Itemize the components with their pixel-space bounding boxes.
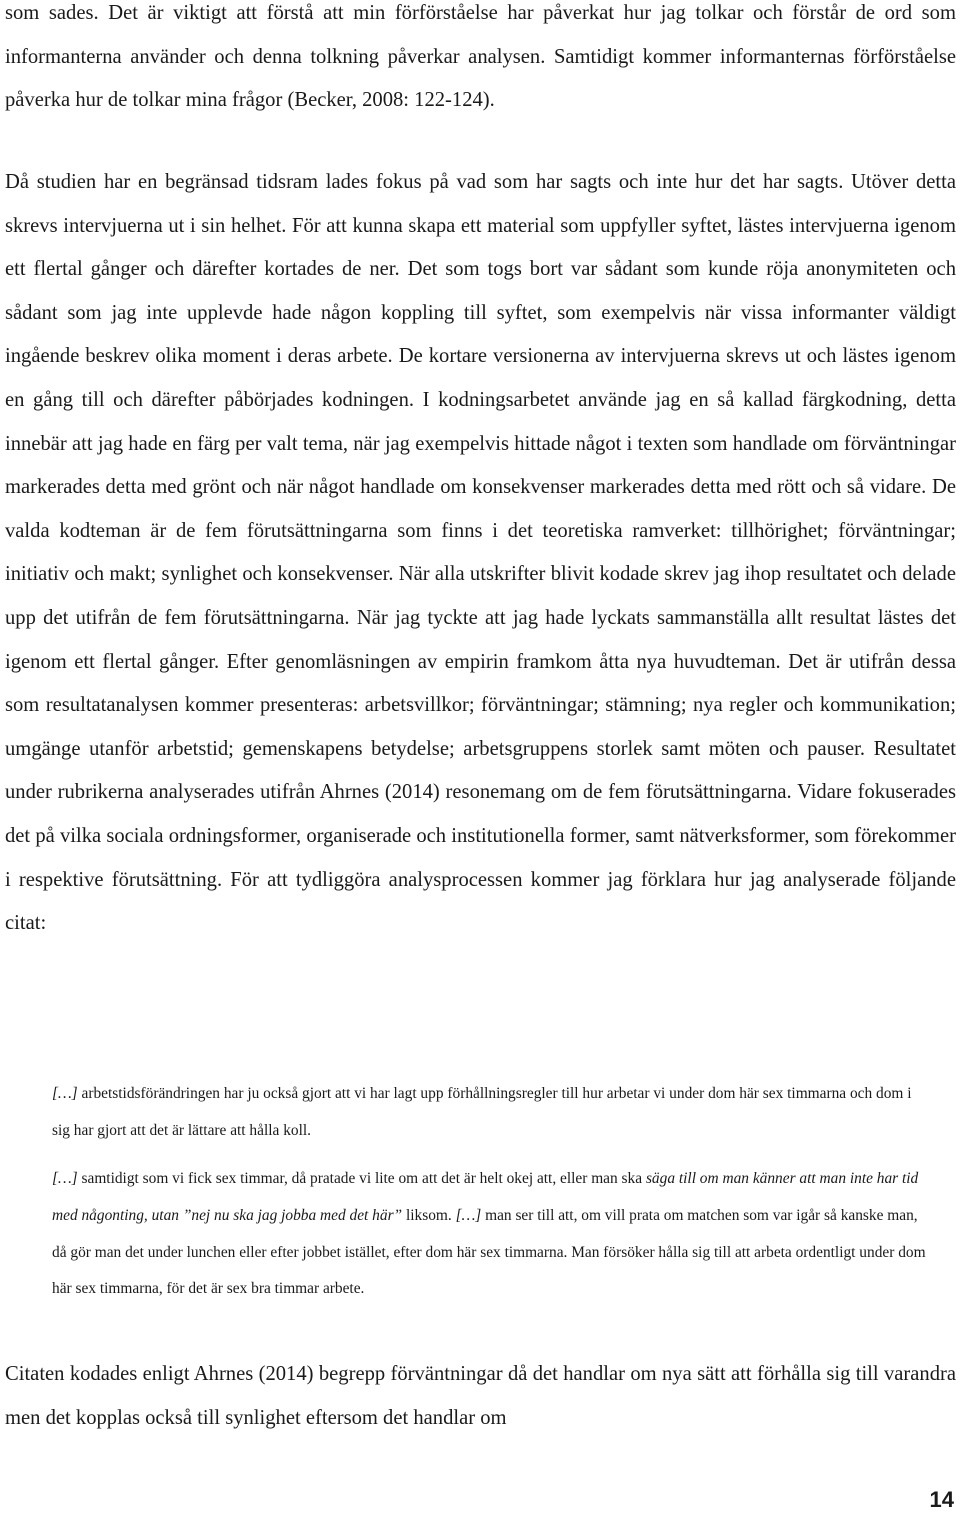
body-paragraph-2: Då studien har en begränsad tidsram lades fokus på vad som har sagts och inte hur det har sagts. Utöver detta skrevs intervjuerna ut i sin helhet. För att kunna skapa ett material som uppfyller syftet, lästes intervjuerna igenom ett flertal gånger och därefter kortades de ner. Det som togs bort var sådant som kunde röja anonymiteten och sådant som jag inte upplevde hade någon koppling till syftet, som exempelvis när vissa informanter väldigt ingående beskrev olika moment i deras arbete. De kortare versionerna av intervjuerna skrevs ut och lästes igenom en gång till och därefter påbörjades kodningen. I kodningsarbetet använde jag en så kallad färgkodning, detta innebär att jag hade en färg per valt tema, när jag exempelvis hittade något i texten som handlade om förväntningar markerades detta med grönt och när något handlade om konsekvenser markerades detta med rött och så vidare. De valda kodteman är de fem förutsättningarna som finns i det teoretiska ramverket: tillhörighet; förväntningar; initiativ och makt; synlighet och konsekvenser. När alla utskrifter blivit kodade skrev jag ihop resultatet och delade upp det utifrån de fem förutsättningarna. När jag tyckte att jag hade lyckats sammanställa allt resultat lästes det igenom ett flertal gånger. Efter genomläsningen av empirin framkom åtta nya huvudteman. Det är utifrån dessa som resultatanalysen kommer presenteras: arbetsvillkor; förväntningar; stämning; nya regler och kommunikation; umgänge utanför arbetstid; gemenskapens betydelse; arbetsgruppens storlek samt möten och pauser. Resultatet under rubrikerna analyserades utifrån Ahrnes (2014) resonemang om de fem förutsättningarna. Vidare fokuserades det på vilka sociala ordningsformer, organiserade och institutionella former, samt nätverksformer, som förekommer i respektive förutsättning. För att tydliggöra analysprocessen kommer jag förklara hur jag analyserade följande citat:: [5, 171, 956, 935]
quote-text: liksom.: [402, 1206, 456, 1224]
quote-text: samtidigt som vi fick sex timmar, då pratade vi lite om att det är helt okej att, eller man ska: [77, 1170, 646, 1187]
page-number: 14: [929, 1487, 954, 1512]
block-quote-1: [52, 1076, 932, 1150]
ellipsis-marker: […]: [455, 1206, 482, 1224]
body-paragraph-1: som sades. Det är viktigt att förstå att min förförståelse har påverkat hur jag tolkar och förstår de ord som informanterna använder och denna tolkning påverkar analysen. Samtidigt kommer informanternas förförståelse påverka hur de tolkar mina frågor (Becker, 2008: 122-124).: [5, 2, 956, 112]
quote-italic-text: säga till om man känner att man inte har tid med någonting, utan ”nej nu ska jag jobba med det här”: [52, 1170, 919, 1224]
ellipsis-marker: […]: [52, 1170, 78, 1187]
quote-text: arbetstidsförändringen har ju också gjort att vi har lagt upp förhållningsregler till hur arbetar vi under dom här sex timmarna och dom i sig har gjort att det är lättare att hålla koll.: [52, 1085, 912, 1139]
quote-text: man ser till att, om vill prata om matchen som var igår så kanske man, då gör man det under lunchen eller efter jobbet istället, efter dom här sex timmarna. Man försöker hålla sig till att arbeta ordentligt under dom här sex timmarna, för det är sex bra timmar arbete.: [52, 1206, 926, 1298]
body-paragraph-3: Citaten kodades enligt Ahrnes (2014) begrepp förväntningar då det handlar om nya sätt att förhålla sig till varandra men det kopplas också till synlighet eftersom det handlar om: [5, 1363, 956, 1429]
ellipsis-marker: […]: [52, 1085, 78, 1102]
block-quote-2: [52, 1161, 932, 1308]
